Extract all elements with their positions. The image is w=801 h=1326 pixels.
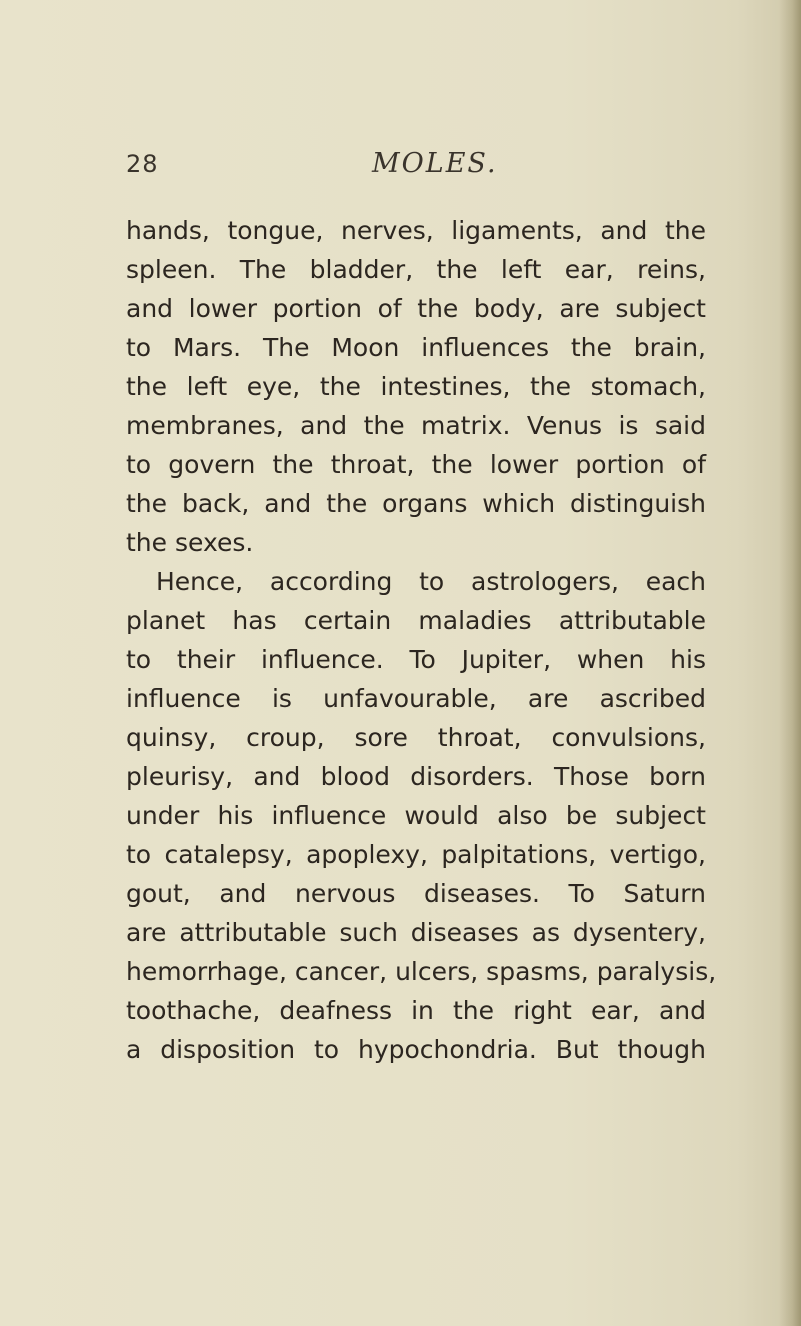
- paragraph-start-line: Hence, according to astrologers, each: [156, 567, 706, 596]
- text-line: influence is unfavourable, are ascribed: [126, 684, 706, 713]
- text-line: membranes, and the matrix. Venus is said: [126, 411, 706, 440]
- body-text: [126, 211, 717, 1069]
- text-line: quinsy, croup, sore throat, convulsions,: [126, 723, 706, 752]
- text-line: hands, tongue, nerves, ligaments, and the: [126, 216, 706, 245]
- text-line: to catalepsy, apoplexy, palpitations, vertigo,: [126, 840, 706, 869]
- text-line: pleurisy, and blood disorders. Those born: [126, 762, 706, 791]
- text-line: and lower portion of the body, are subject: [126, 294, 706, 323]
- text-line: the back, and the organs which distinguish: [126, 489, 706, 518]
- text-line: gout, and nervous diseases. To Saturn: [126, 879, 706, 908]
- page-edge-shadow: [779, 0, 801, 1326]
- text-line: hemorrhage, cancer, ulcers, spasms, paralysis,: [126, 957, 717, 986]
- text-line: toothache, deafness in the right ear, and: [126, 996, 706, 1025]
- text-line: are attributable such diseases as dysentery,: [126, 918, 706, 947]
- text-line: spleen. The bladder, the left ear, reins,: [126, 255, 706, 284]
- text-line: to govern the throat, the lower portion of: [126, 450, 706, 479]
- text-line: planet has certain maladies attributable: [126, 606, 706, 635]
- text-line: under his influence would also be subject: [126, 801, 706, 830]
- running-title: MOLES.: [372, 148, 498, 179]
- text-line: the sexes.: [126, 528, 254, 557]
- page-header: [126, 150, 706, 190]
- text-line: the left eye, the intestines, the stomach,: [126, 372, 706, 401]
- text-line: to Mars. The Moon influences the brain,: [126, 333, 706, 362]
- text-line: to their influence. To Jupiter, when his: [126, 645, 706, 674]
- page-number: 28: [126, 150, 159, 178]
- text-line: a disposition to hypochondria. But though: [126, 1035, 706, 1064]
